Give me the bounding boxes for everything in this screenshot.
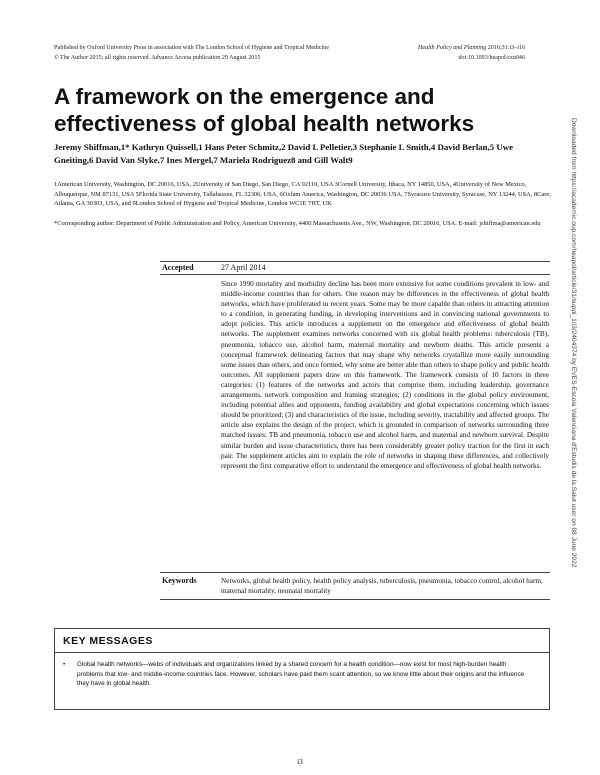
key-messages-box [54, 628, 550, 710]
journal-header [418, 44, 525, 63]
accepted-label: Accepted [162, 263, 194, 272]
publisher-line: Published by Oxford University Press in association with The London School of Hygiene and Tropical Medicine [54, 45, 329, 51]
list-item [63, 660, 533, 689]
key-messages-title: KEY MESSAGES [63, 635, 153, 647]
copyright-line: © The Author 2015; all rights reserved. Advance Access publication 29 August 2015 [54, 54, 261, 61]
abstract: Since 1990 mortality and morbidity decline has been more extensive for some conditions prevalent in low- and middle-income countries than for others. One reason may be differences in the effectiveness of global health networks, which have proliferated in recent years. Some may be more capable than others in attracting attention to a condition, in generating funding, in developing interventions and in convincing national governments to adopt policies. This article introduces a supplement on the emergence and effectiveness of global health networks. The supplement examines networks concerned with six global health problems: tuberculosis (TB), pneumonia, tobacco use, alcohol harm, maternal mortality and newborn deaths. This article presents a conceptual framework delineating factors that may shape why networks crystallize more easily surrounding some issues than others, and once formed, why some are better able than others to shape policy and public health outcomes. All supplement papers draw on this framework. The framework consists of 10 factors in three categories: (1) features of the networks and actors that comprise them, including leadership, governance arrangements, network composition and framing strategies; (2) conditions in the global policy environment, including potential allies and opponents, funding availability and global expectations concerning which issues should be prioritized; (3) and characteristics of the issue, including severity, tractability and affected groups. The article also explains the design of the project, which is grounded in comparison of networks surrounding three matched issues: TB and pneumonia, tobacco use and alcohol harm, and maternal and newborn survival. Despite similar burden and issue characteristics, there has been considerably greater policy traction for the first in each pair. The supplement articles aim to explain the role of networks in shaping these differences, and collectively represent the first comparative effort to understand the emergence and effectiveness of global health networks. [221, 280, 549, 470]
divider [160, 572, 550, 573]
publisher-header [54, 44, 329, 63]
corresponding-author: *Corresponding author. Department of Public Administration and Policy, American University, 4400 Massachusetts Ave., NW, Washington, DC 20016, USA. E-mail: jshiffma@american.edu [54, 220, 541, 227]
divider [55, 652, 549, 653]
divider [160, 599, 550, 600]
divider [160, 261, 550, 262]
page-number: i3 [297, 757, 303, 766]
download-sidebar [566, 118, 576, 698]
accepted-date: 27 April 2014 [221, 263, 266, 272]
download-notice: Downloaded from https://academic.oup.com/heapol/article/31/suppl_1/i3/2404374 by EVES-Escola Valenciana d'Estudis de la Salut user on 08 June 2022 [570, 118, 577, 568]
doi[interactable]: doi:10.1093/heapol/czu046 [458, 54, 525, 61]
keywords-text: Networks, global health policy, health policy analysis, tuberculosis, pneumonia, tobacco control, alcohol harm, maternal mortality, neonatal mortality [221, 577, 543, 596]
key-message-text: Global health networks—webs of individuals and organizations linked by a shared concern for a health condition—now exist for most high-burden health problems that low- and middle-income countries face. However, scholars have paid them scant attention, so we know little about their origins and the influence they have in global health. [77, 661, 525, 688]
affiliations: 1American University, Washington, DC 20016, USA, 2University of San Diego, San Diego, CA 92110, USA 3Cornell University, Ithaca, NY 14850, USA, 4University of New Mexico, Albuquerque, NM 87131, USA 5Florida State University, Tallahassee, FL 32306, USA, 6Oxfam America, Washington, DC 20036 USA, 7Syracuse University, Syracuse, NY 13244, USA, 8Care, Atlanta, GA 30303, USA, and 9London School of Hygiene and Tropical Medicine, London WC1E 7HT, UK [54, 181, 551, 208]
author-list: Jeremy Shiffman,1* Kathryn Quissell,1 Hans Peter Schmitz,2 David L Pelletier,3 Stephanie L Smith,4 David Berlan,5 Uwe Gneiting,6 David Van Slyke,7 Ines Mergel,7 Mariela Rodriguez8 and Gill Walt9 [54, 142, 513, 165]
keywords-label: Keywords [162, 576, 197, 585]
divider [160, 274, 550, 275]
journal-citation: 2016;31:i3–i16 [487, 45, 525, 51]
key-messages-list [63, 660, 533, 689]
journal-name: Health Policy and Planning [418, 45, 487, 51]
article-title: A framework on the emergence and effectiveness of global health networks [54, 84, 475, 136]
bullet-icon: • [63, 661, 66, 668]
